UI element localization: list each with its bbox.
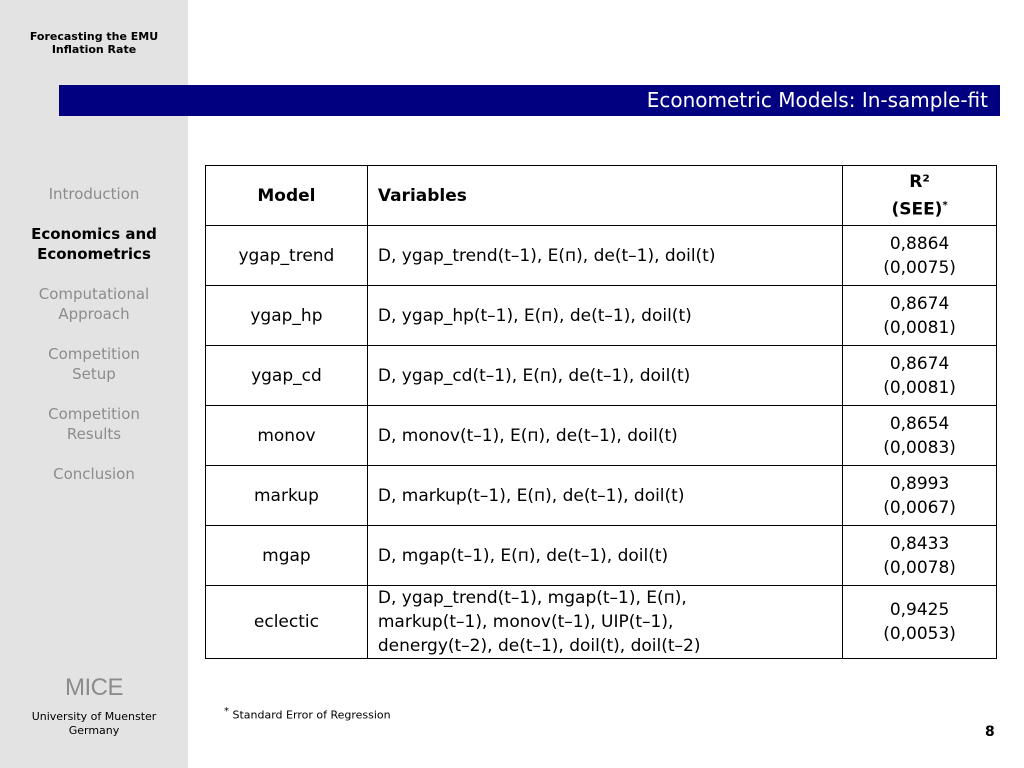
page-number: 8 bbox=[985, 724, 995, 740]
header-see: (SEE) bbox=[891, 199, 943, 220]
cell-variables bbox=[367, 586, 842, 659]
variables-line: D, monov(t–1), E(п), de(t–1), doil(t) bbox=[377, 425, 678, 446]
cell-variables bbox=[367, 226, 842, 286]
footnote bbox=[224, 706, 391, 722]
variables-line: D, ygap_trend(t–1), E(п), de(t–1), doil(t) bbox=[377, 245, 716, 266]
nav-item-label: Econometrics bbox=[37, 245, 151, 263]
cell-variables bbox=[367, 346, 842, 406]
nav-item-label: Approach bbox=[58, 305, 130, 323]
see-value: (0,0081) bbox=[883, 317, 956, 338]
cell-model: markup bbox=[206, 466, 368, 526]
r2-value: 0,8674 bbox=[889, 353, 950, 374]
nav-item-label: Results bbox=[66, 425, 122, 443]
variables-line: D, markup(t–1), E(п), de(t–1), doil(t) bbox=[377, 485, 685, 506]
university-line: University of Muenster bbox=[31, 710, 157, 723]
nav-item-label: Computational bbox=[38, 285, 150, 303]
variables-line: D, mgap(t–1), E(п), de(t–1), doil(t) bbox=[377, 545, 669, 566]
cell-variables bbox=[367, 466, 842, 526]
presentation-title-line: Inflation Rate bbox=[51, 43, 137, 56]
nav-item-label: Economics and bbox=[31, 225, 157, 243]
cell-model: monov bbox=[206, 406, 368, 466]
university-line: Germany bbox=[68, 724, 120, 737]
table-row bbox=[206, 526, 997, 586]
university-label bbox=[0, 710, 188, 738]
r2-value: 0,8654 bbox=[889, 413, 950, 434]
see-value: (0,0067) bbox=[883, 497, 956, 518]
r2-value: 0,8433 bbox=[889, 533, 950, 554]
nav-item-introduction[interactable] bbox=[0, 184, 188, 204]
variables-line: D, ygap_cd(t–1), E(п), de(t–1), doil(t) bbox=[377, 365, 691, 386]
nav-item-label: Setup bbox=[72, 365, 116, 383]
see-value: (0,0078) bbox=[883, 557, 956, 578]
table-row bbox=[206, 346, 997, 406]
brand-logo: MICE bbox=[65, 674, 123, 701]
cell-r2-see bbox=[843, 226, 997, 286]
header-r2: R² bbox=[909, 171, 930, 192]
r2-value: 0,8674 bbox=[889, 293, 950, 314]
header-variables: Variables bbox=[367, 166, 842, 226]
table-header-row bbox=[206, 166, 997, 226]
nav-item-label: Competition bbox=[48, 345, 140, 363]
r2-value: 0,8864 bbox=[889, 233, 950, 254]
cell-r2-see bbox=[843, 466, 997, 526]
cell-model: ygap_cd bbox=[206, 346, 368, 406]
presentation-title bbox=[0, 30, 188, 56]
variables-line: D, ygap_trend(t–1), mgap(t–1), E(п), bbox=[377, 588, 687, 608]
nav-item-computational-approach[interactable] bbox=[0, 284, 188, 324]
cell-r2-see bbox=[843, 346, 997, 406]
see-value: (0,0083) bbox=[883, 437, 956, 458]
r2-value: 0,8993 bbox=[889, 473, 950, 494]
header-see-mark: * bbox=[942, 199, 948, 211]
cell-r2-see bbox=[843, 286, 997, 346]
header-r2-see bbox=[843, 166, 997, 226]
cell-variables bbox=[367, 526, 842, 586]
cell-r2-see bbox=[843, 406, 997, 466]
see-value: (0,0075) bbox=[883, 257, 956, 278]
table-row bbox=[206, 406, 997, 466]
nav-item-label: Introduction bbox=[48, 185, 140, 203]
cell-model: eclectic bbox=[206, 586, 368, 659]
footnote-text: Standard Error of Regression bbox=[232, 708, 391, 722]
variables-line: markup(t–1), monov(t–1), UIP(t–1), bbox=[377, 612, 674, 632]
variables-line: D, ygap_hp(t–1), E(п), de(t–1), doil(t) bbox=[377, 305, 692, 326]
table-row bbox=[206, 466, 997, 526]
cell-model: ygap_trend bbox=[206, 226, 368, 286]
see-value: (0,0053) bbox=[883, 624, 956, 644]
see-value: (0,0081) bbox=[883, 377, 956, 398]
cell-variables bbox=[367, 406, 842, 466]
table-row bbox=[206, 586, 997, 659]
section-nav bbox=[0, 184, 188, 504]
nav-item-label: Competition bbox=[48, 405, 140, 423]
presentation-title-line: Forecasting the EMU bbox=[29, 30, 159, 43]
header-model: Model bbox=[206, 166, 368, 226]
variables-line: denergy(t–2), de(t–1), doil(t), doil(t–2) bbox=[377, 636, 701, 656]
cell-variables bbox=[367, 286, 842, 346]
nav-item-economics-and-econometrics[interactable] bbox=[0, 224, 188, 264]
cell-r2-see bbox=[843, 586, 997, 659]
table-row bbox=[206, 226, 997, 286]
cell-model: ygap_hp bbox=[206, 286, 368, 346]
slide-header-bar bbox=[59, 85, 1000, 116]
table-body bbox=[206, 226, 997, 659]
nav-item-label: Conclusion bbox=[53, 465, 135, 483]
table-row bbox=[206, 286, 997, 346]
nav-item-competition-results[interactable] bbox=[0, 404, 188, 444]
header-see-line bbox=[843, 194, 996, 222]
cell-r2-see bbox=[843, 526, 997, 586]
r2-value: 0,9425 bbox=[889, 600, 950, 620]
footnote-mark: * bbox=[224, 706, 229, 717]
nav-item-competition-setup[interactable] bbox=[0, 344, 188, 384]
cell-model: mgap bbox=[206, 526, 368, 586]
models-table bbox=[205, 165, 997, 659]
slide-title: Econometric Models: In-sample-fit bbox=[646, 88, 988, 112]
nav-item-conclusion[interactable] bbox=[0, 464, 188, 484]
